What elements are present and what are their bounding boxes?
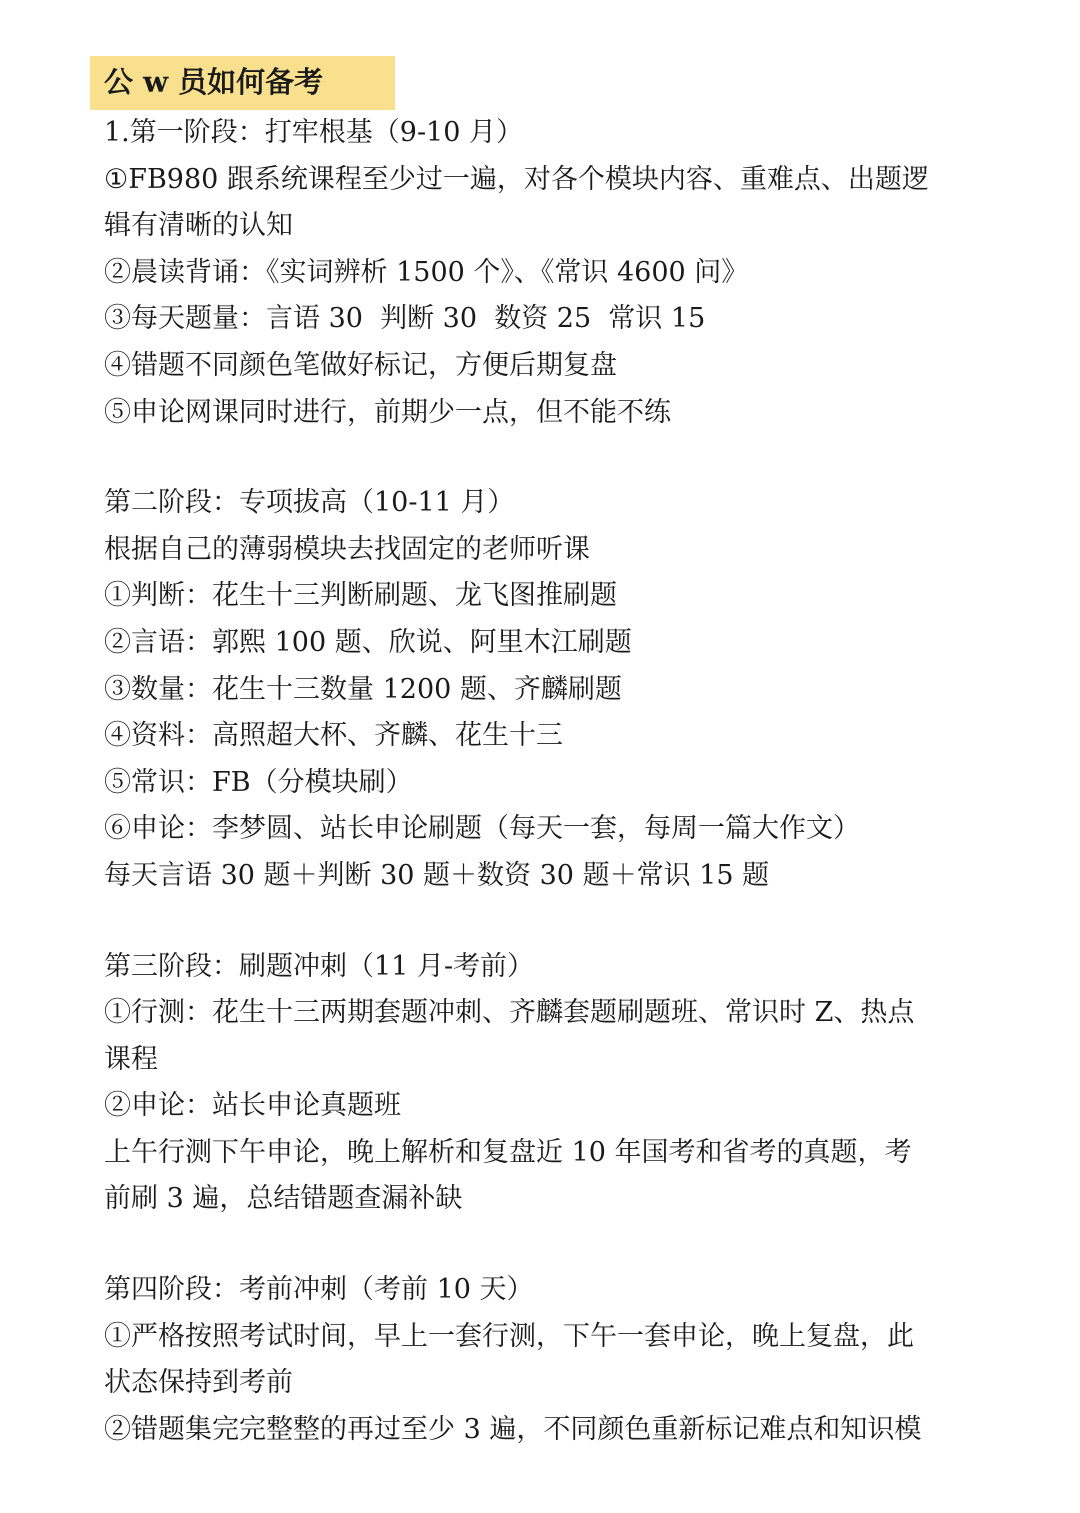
text-line: ①FB980 跟系统课程至少过一遍，对各个模块内容、重难点、出题逻 [104,163,929,195]
section-spacer [104,900,984,944]
text-line: ⑥申论：李梦圆、站长申论刷题（每天一套，每周一篇大作文） [104,813,860,845]
text-line: 状态保持到考前 [104,1367,293,1399]
document-body [104,56,984,1453]
text-line: 前刷 3 遍，总结错题查漏补缺 [104,1183,463,1215]
title-highlight [90,56,395,110]
section-stage-3 [104,944,984,1224]
text-line: ②错题集完完整整的再过至少 3 遍，不同颜色重新标记难点和知识模 [104,1413,922,1445]
text-line: ⑤申论网课同时进行，前期少一点，但不能不练 [104,396,671,428]
section-heading: 第三阶段：刷题冲刺（11 月-考前） [104,950,535,982]
text-line: 根据自己的薄弱模块去找固定的老师听课 [104,533,590,565]
text-line: ①严格按照考试时间，早上一套行测，下午一套申论，晚上复盘，此 [104,1320,914,1352]
text-line: ③数量：花生十三数量 1200 题、齐麟刷题 [104,673,622,705]
page-title: 公 w 员如何备考 [104,65,324,99]
section-heading: 第四阶段：考前冲刺（考前 10 天） [104,1274,534,1306]
section-stage-2 [104,480,984,899]
text-line: ①判断：花生十三判断刷题、龙飞图推刷题 [104,580,617,612]
text-line: ④资料：高照超大杯、齐麟、花生十三 [104,720,563,752]
text-line: ②申论：站长申论真题班 [104,1090,401,1122]
section-heading: 1.第一阶段：打牢根基（9-10 月） [104,117,524,148]
section-stage-1 [104,110,984,436]
text-line: ①行测：花生十三两期套题冲刺、齐麟套题刷题班、常识时 Z、热点 [104,997,915,1029]
text-line: ④错题不同颜色笔做好标记，方便后期复盘 [104,349,617,381]
section-heading: 第二阶段：专项拔高（10-11 月） [104,487,515,519]
text-line: ②言语：郭熙 100 题、欣说、阿里木江刷题 [104,626,632,658]
text-line: 每天言语 30 题＋判断 30 题＋数资 30 题＋常识 15 题 [104,859,770,891]
text-line: ②晨读背诵：《实词辨析 1500 个》、《常识 4600 问》 [104,256,749,288]
section-spacer [104,436,984,480]
text-line: 上午行测下午申论，晚上解析和复盘近 10 年国考和省考的真题，考 [104,1136,912,1168]
text-line: ⑤常识：FB（分模块刷） [104,766,413,798]
text-line: ③每天题量：言语 30 判断 30 数资 25 常识 15 [104,303,706,335]
text-line: 课程 [104,1043,158,1075]
text-line: 辑有清晰的认知 [104,210,293,242]
section-stage-4 [104,1267,984,1453]
section-spacer [104,1223,984,1267]
